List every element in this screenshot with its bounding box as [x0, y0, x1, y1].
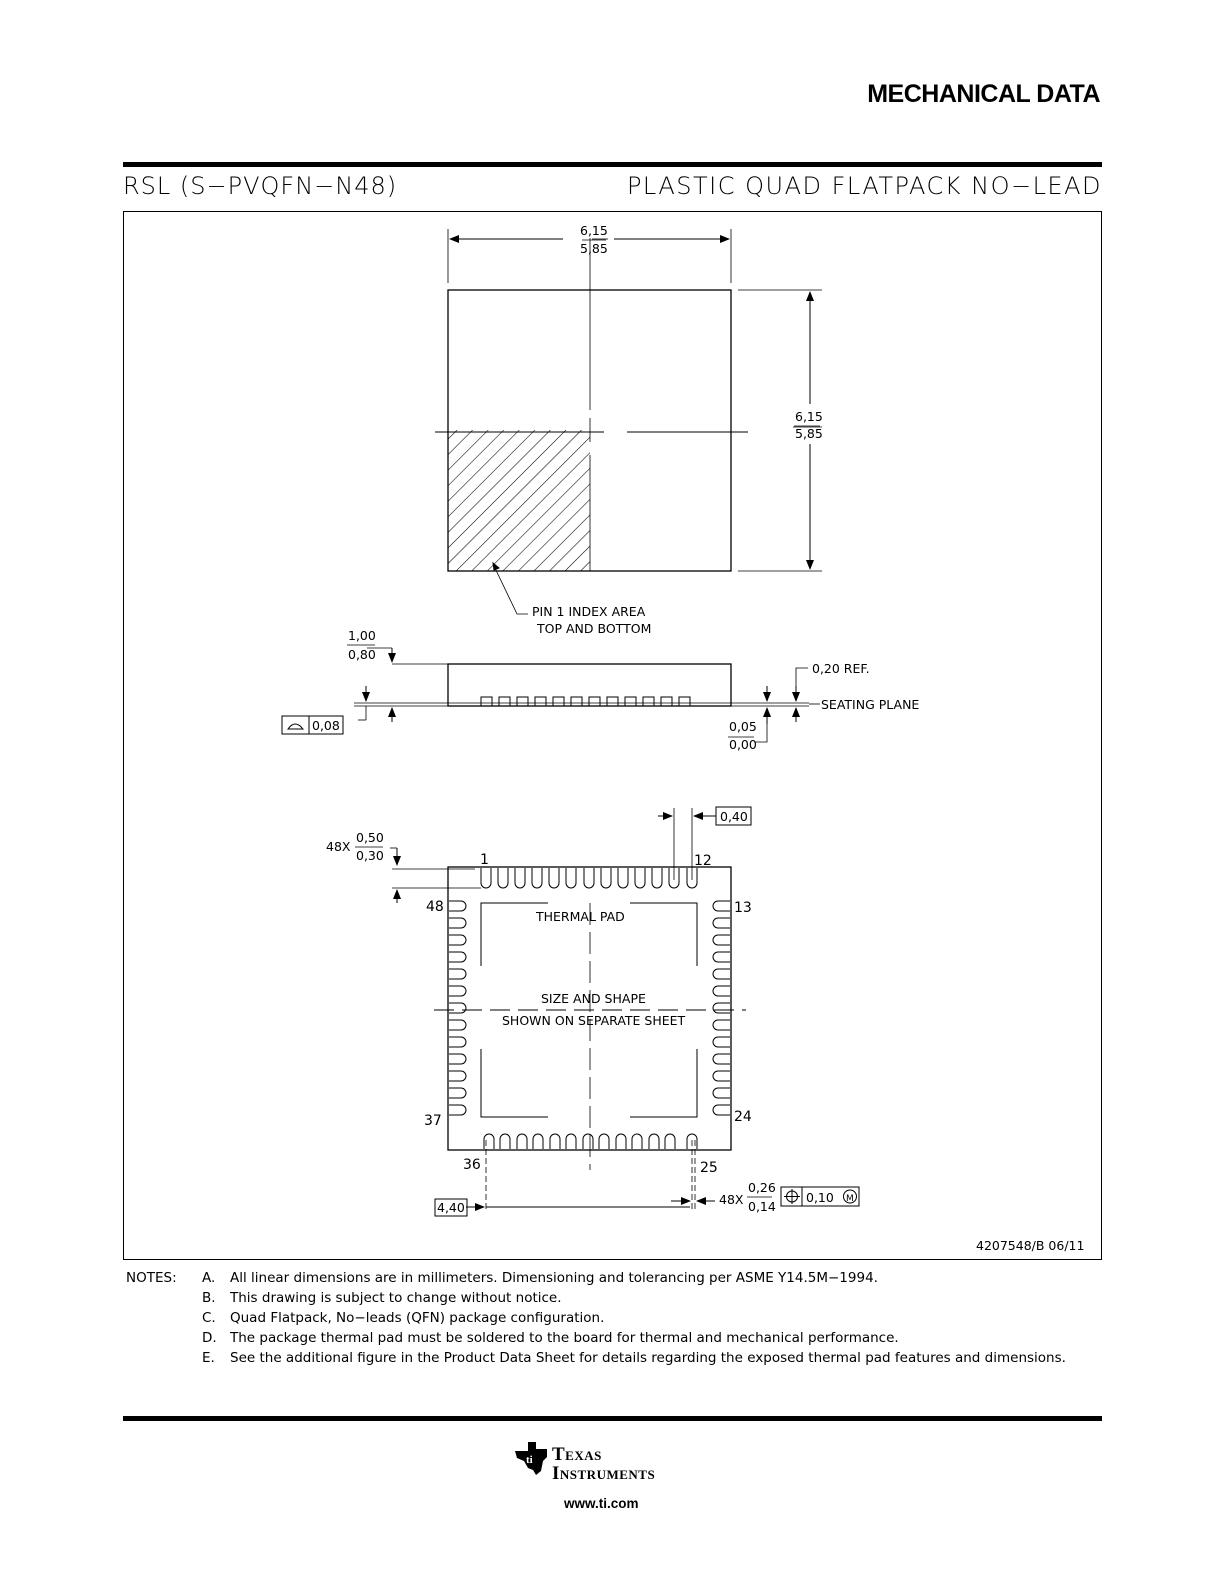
bottom-right-leads [713, 901, 730, 1115]
pitch-value: 0,40 [720, 809, 748, 824]
mmc-symbol: M [846, 1194, 854, 1204]
pin1-label-line2: TOP AND BOTTOM [537, 621, 652, 636]
note-letter: D. [202, 1330, 217, 1346]
pin-label-1: 1 [480, 852, 489, 868]
lead-width-min: 0,14 [748, 1199, 776, 1214]
standoff-max: 0,05 [729, 719, 757, 734]
size-shape-line2: SHOWN ON SEPARATE SHEET [502, 1013, 686, 1028]
svg-text:ti: ti [526, 1454, 533, 1466]
logo-line-1: Texas [552, 1444, 602, 1465]
thermal-pad-label: THERMAL PAD [536, 909, 625, 924]
note-letter: B. [202, 1290, 216, 1306]
pin-label-48: 48 [426, 899, 444, 915]
pin1-label-line1: PIN 1 INDEX AREA [532, 604, 646, 619]
side-height-min: 0,80 [348, 647, 376, 662]
lead-length-prefix: 48X [326, 839, 351, 854]
note-item [202, 1330, 899, 1346]
lead-width-max: 0,26 [748, 1180, 776, 1195]
drawing-number: 4207548/B 06/11 [976, 1238, 1085, 1253]
note-item [202, 1310, 604, 1326]
bottom-rule [123, 1416, 1102, 1421]
flatness-value: 0,08 [312, 718, 340, 733]
size-shape-line1: SIZE AND SHAPE [541, 991, 646, 1006]
top-height-max: 6,15 [795, 409, 823, 424]
top-height-min: 5,85 [795, 426, 823, 441]
note-text: All linear dimensions are in millimeters. Dimensioning and tolerancing per ASME Y14.5M−1994. [230, 1270, 878, 1286]
bottom-left-leads [449, 901, 466, 1115]
note-item [202, 1350, 1066, 1366]
span-basic: 4,40 [437, 1200, 465, 1215]
bottom-top-leads [481, 868, 697, 888]
note-letter: E. [202, 1350, 215, 1366]
package-description: PLASTIC QUAD FLATPACK NO−LEAD [626, 172, 1102, 200]
seating-plane-label: SEATING PLANE [821, 697, 920, 712]
lead-length-min: 0,30 [356, 848, 384, 863]
package-id: RSL (S−PVQFN−N48) [123, 172, 398, 200]
pin-label-13: 13 [734, 900, 752, 916]
standoff-min: 0,00 [729, 737, 757, 752]
side-leads [481, 697, 690, 706]
note-item [202, 1290, 562, 1306]
top-view [435, 229, 822, 614]
note-letter: C. [202, 1310, 216, 1326]
top-width-max: 6,15 [580, 223, 608, 238]
pin1-index-area [448, 430, 590, 571]
pin-label-37: 37 [424, 1113, 442, 1129]
ti-state-icon [514, 1441, 550, 1477]
page-header-title: MECHANICAL DATA [867, 80, 1100, 108]
note-text: See the additional figure in the Product Data Sheet for details regarding the exposed thermal pad features and dimensions. [230, 1350, 1066, 1366]
note-text: This drawing is subject to change without notice. [230, 1290, 562, 1306]
note-item [202, 1270, 878, 1286]
side-height-max: 1,00 [348, 628, 376, 643]
position-tolerance: 0,10 [806, 1190, 834, 1205]
pin-label-24: 24 [734, 1109, 752, 1125]
bottom-view [390, 807, 859, 1216]
ref-thickness: 0,20 REF. [812, 661, 870, 676]
pin-label-25: 25 [700, 1160, 718, 1176]
ti-wordmark [552, 1445, 655, 1483]
lead-width-prefix: 48X [719, 1192, 744, 1207]
notes-label: NOTES: [126, 1270, 177, 1286]
ti-logo [514, 1441, 704, 1511]
note-text: The package thermal pad must be soldered to the board for thermal and mechanical performance. [230, 1330, 899, 1346]
bottom-bottom-leads [484, 1134, 697, 1149]
note-letter: A. [202, 1270, 216, 1286]
top-width-min: 5,85 [580, 241, 608, 256]
logo-line-2: Instruments [552, 1463, 656, 1484]
footer-url[interactable]: www.ti.com [564, 1496, 639, 1511]
pin-label-36: 36 [463, 1157, 481, 1173]
note-text: Quad Flatpack, No−leads (QFN) package configuration. [230, 1310, 605, 1326]
lead-length-max: 0,50 [356, 830, 384, 845]
pin-label-12: 12 [694, 853, 712, 869]
